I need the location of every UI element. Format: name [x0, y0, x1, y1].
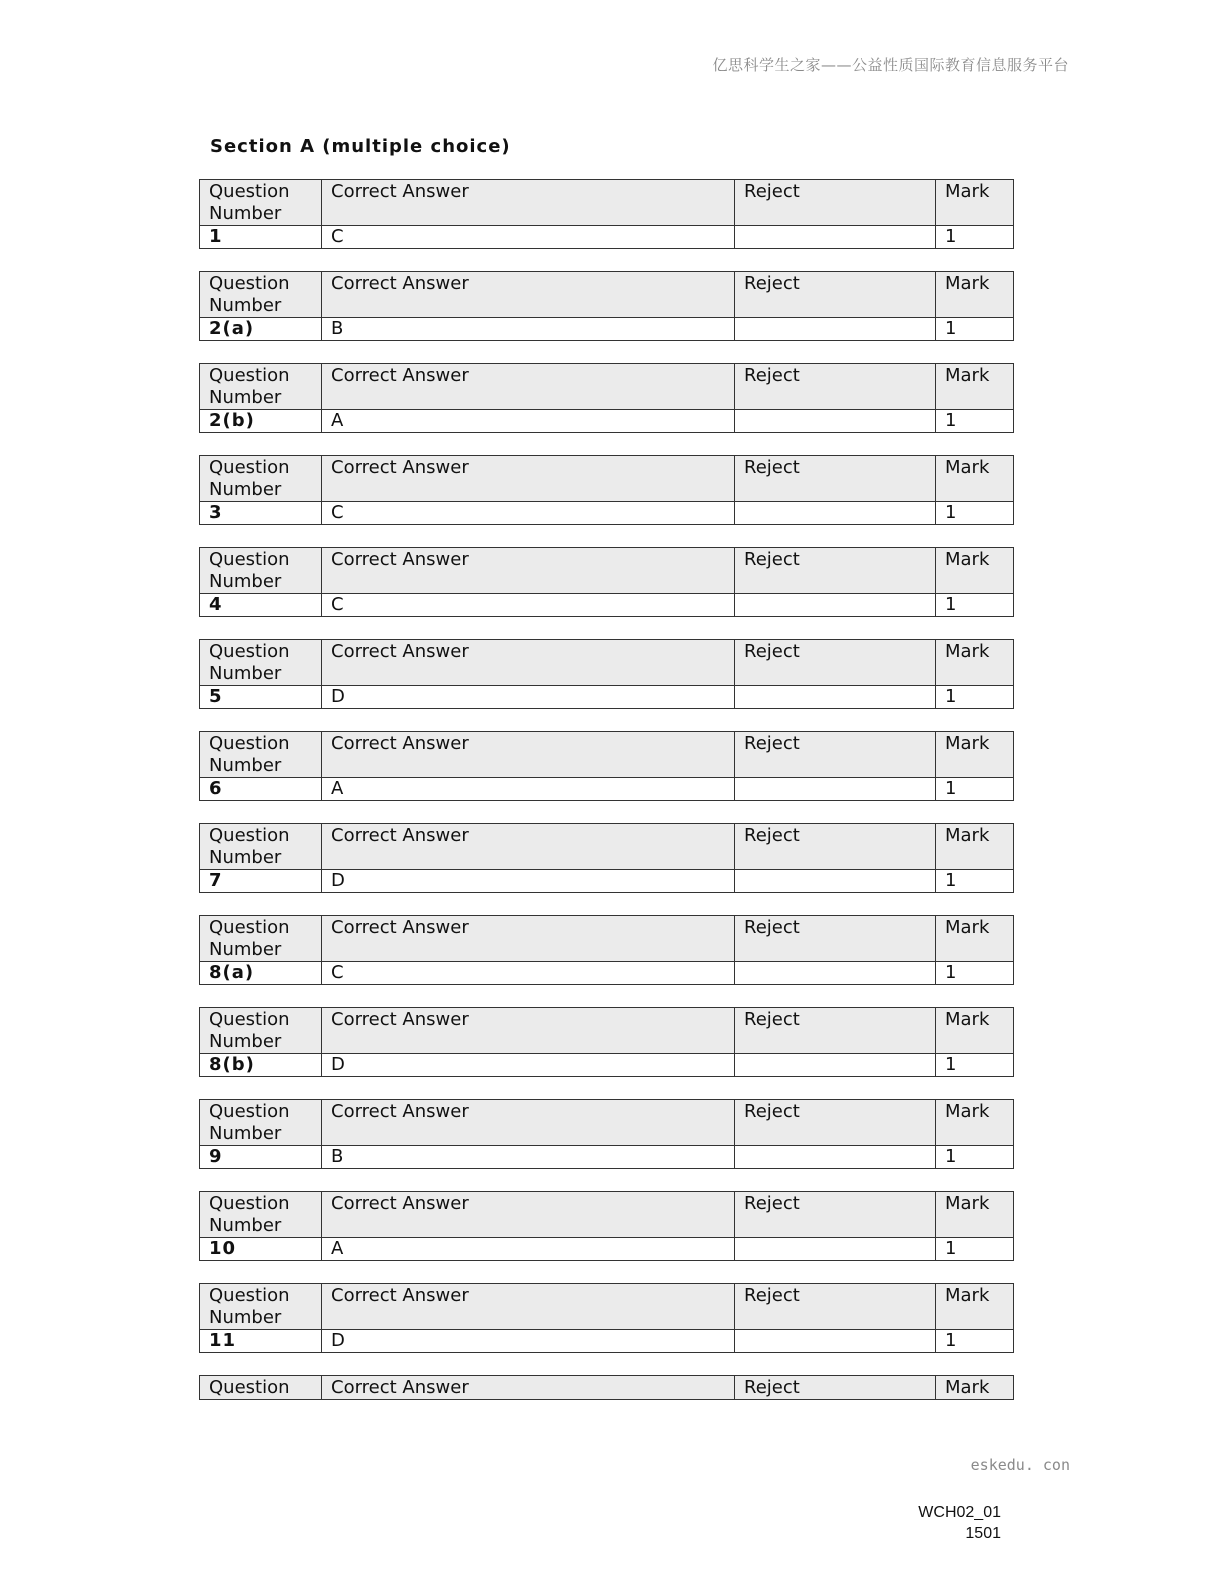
header-question-number: Question Number	[200, 1100, 322, 1146]
header-reject: Reject	[735, 1192, 936, 1238]
correct-answer: C	[322, 594, 735, 617]
question-number: 2(b)	[200, 410, 322, 433]
page-footer	[918, 1502, 1001, 1544]
header-mark: Mark	[936, 1100, 1014, 1146]
table-row	[200, 1146, 1014, 1169]
table-row	[200, 1330, 1014, 1353]
table-row	[200, 318, 1014, 341]
table-row	[200, 1054, 1014, 1077]
header-correct-answer: Correct Answer	[322, 1192, 735, 1238]
question-table-partial	[199, 1375, 1014, 1400]
table-header-row	[200, 180, 1014, 226]
question-table	[199, 915, 1014, 985]
question-number: 3	[200, 502, 322, 525]
mark-value: 1	[936, 1054, 1014, 1077]
mark-value: 1	[936, 594, 1014, 617]
header-correct-answer: Correct Answer	[322, 640, 735, 686]
header-question: Question	[200, 1376, 322, 1400]
question-number: 8(a)	[200, 962, 322, 985]
header-question-number: Question Number	[200, 824, 322, 870]
header-reject: Reject	[735, 272, 936, 318]
table-header-row	[200, 824, 1014, 870]
question-table	[199, 1191, 1014, 1261]
table-row	[200, 686, 1014, 709]
header-reject: Reject	[735, 364, 936, 410]
correct-answer: C	[322, 226, 735, 249]
header-mark: Mark	[936, 456, 1014, 502]
header-reject: Reject	[735, 180, 936, 226]
table-header-row	[200, 1100, 1014, 1146]
header-question-number: Question Number	[200, 272, 322, 318]
correct-answer: A	[322, 778, 735, 801]
question-table	[199, 547, 1014, 617]
question-number: 1	[200, 226, 322, 249]
reject-value	[735, 686, 936, 709]
header-correct-answer: Correct Answer	[322, 456, 735, 502]
mark-value: 1	[936, 1330, 1014, 1353]
header-question-number: Question Number	[200, 732, 322, 778]
question-table	[199, 455, 1014, 525]
question-table	[199, 179, 1014, 249]
correct-answer: B	[322, 318, 735, 341]
header-correct-answer: Correct Answer	[322, 824, 735, 870]
header-correct-answer: Correct Answer	[322, 1376, 735, 1400]
correct-answer: D	[322, 1054, 735, 1077]
question-table	[199, 823, 1014, 893]
table-header-row	[200, 548, 1014, 594]
mark-value: 1	[936, 778, 1014, 801]
section-title: Section A (multiple choice)	[210, 136, 511, 157]
header-reject: Reject	[735, 456, 936, 502]
header-mark: Mark	[936, 364, 1014, 410]
reject-value	[735, 502, 936, 525]
header-question-number: Question Number	[200, 548, 322, 594]
header-mark: Mark	[936, 180, 1014, 226]
header-mark: Mark	[936, 732, 1014, 778]
question-table	[199, 731, 1014, 801]
header-reject: Reject	[735, 640, 936, 686]
table-row	[200, 502, 1014, 525]
reject-value	[735, 1330, 936, 1353]
table-header-row	[200, 456, 1014, 502]
header-reject: Reject	[735, 1284, 936, 1330]
reject-value	[735, 1146, 936, 1169]
header-correct-answer: Correct Answer	[322, 1100, 735, 1146]
table-row	[200, 870, 1014, 893]
question-number: 9	[200, 1146, 322, 1169]
header-reject: Reject	[735, 916, 936, 962]
header-correct-answer: Correct Answer	[322, 732, 735, 778]
reject-value	[735, 1054, 936, 1077]
reject-value	[735, 778, 936, 801]
correct-answer: C	[322, 962, 735, 985]
question-table	[199, 1099, 1014, 1169]
header-mark: Mark	[936, 916, 1014, 962]
header-question-number: Question Number	[200, 640, 322, 686]
header-mark: Mark	[936, 548, 1014, 594]
header-question-number: Question Number	[200, 916, 322, 962]
header-mark: Mark	[936, 1376, 1014, 1400]
header-reject: Reject	[735, 732, 936, 778]
question-table	[199, 1283, 1014, 1353]
mark-value: 1	[936, 870, 1014, 893]
reject-value	[735, 962, 936, 985]
table-header-row	[200, 916, 1014, 962]
mark-value: 1	[936, 226, 1014, 249]
table-header-row	[200, 1284, 1014, 1330]
header-reject: Reject	[735, 1008, 936, 1054]
reject-value	[735, 870, 936, 893]
header-reject: Reject	[735, 824, 936, 870]
header-question-number: Question Number	[200, 180, 322, 226]
header-mark: Mark	[936, 824, 1014, 870]
question-number: 8(b)	[200, 1054, 322, 1077]
header-question-number: Question Number	[200, 1008, 322, 1054]
mark-value: 1	[936, 1238, 1014, 1261]
table-row	[200, 1238, 1014, 1261]
mark-value: 1	[936, 502, 1014, 525]
correct-answer: D	[322, 686, 735, 709]
question-table	[199, 363, 1014, 433]
table-header-row	[200, 1376, 1014, 1400]
correct-answer: B	[322, 1146, 735, 1169]
correct-answer: D	[322, 1330, 735, 1353]
question-number: 4	[200, 594, 322, 617]
header-correct-answer: Correct Answer	[322, 1284, 735, 1330]
header-correct-answer: Correct Answer	[322, 364, 735, 410]
table-header-row	[200, 732, 1014, 778]
header-mark: Mark	[936, 1284, 1014, 1330]
table-header-row	[200, 272, 1014, 318]
header-reject: Reject	[735, 1376, 936, 1400]
question-table	[199, 639, 1014, 709]
question-number: 10	[200, 1238, 322, 1261]
reject-value	[735, 410, 936, 433]
header-watermark: 亿思科学生之家——公益性质国际教育信息服务平台	[712, 56, 1069, 74]
reject-value	[735, 1238, 936, 1261]
correct-answer: C	[322, 502, 735, 525]
footer-watermark: eskedu. con	[970, 1456, 1070, 1474]
header-mark: Mark	[936, 1192, 1014, 1238]
question-number: 2(a)	[200, 318, 322, 341]
reject-value	[735, 318, 936, 341]
mark-value: 1	[936, 962, 1014, 985]
reject-value	[735, 594, 936, 617]
header-correct-answer: Correct Answer	[322, 272, 735, 318]
question-table	[199, 1007, 1014, 1077]
question-number: 11	[200, 1330, 322, 1353]
header-reject: Reject	[735, 548, 936, 594]
question-table	[199, 271, 1014, 341]
correct-answer: A	[322, 1238, 735, 1261]
mark-value: 1	[936, 686, 1014, 709]
table-header-row	[200, 1192, 1014, 1238]
mark-value: 1	[936, 318, 1014, 341]
table-row	[200, 594, 1014, 617]
table-row	[200, 778, 1014, 801]
header-question-number: Question Number	[200, 364, 322, 410]
header-question-number: Question Number	[200, 1284, 322, 1330]
mark-scheme-tables	[199, 179, 1013, 1422]
header-correct-answer: Correct Answer	[322, 180, 735, 226]
correct-answer: D	[322, 870, 735, 893]
correct-answer: A	[322, 410, 735, 433]
question-number: 5	[200, 686, 322, 709]
reject-value	[735, 226, 936, 249]
table-row	[200, 226, 1014, 249]
header-question-number: Question Number	[200, 1192, 322, 1238]
table-row	[200, 962, 1014, 985]
header-question-number: Question Number	[200, 456, 322, 502]
header-correct-answer: Correct Answer	[322, 1008, 735, 1054]
table-header-row	[200, 640, 1014, 686]
paper-code: WCH02_01	[918, 1504, 1001, 1521]
mark-value: 1	[936, 410, 1014, 433]
question-number: 6	[200, 778, 322, 801]
table-header-row	[200, 364, 1014, 410]
header-correct-answer: Correct Answer	[322, 548, 735, 594]
exam-session: 1501	[965, 1525, 1001, 1542]
header-reject: Reject	[735, 1100, 936, 1146]
header-mark: Mark	[936, 272, 1014, 318]
mark-value: 1	[936, 1146, 1014, 1169]
header-mark: Mark	[936, 1008, 1014, 1054]
header-mark: Mark	[936, 640, 1014, 686]
question-number: 7	[200, 870, 322, 893]
header-correct-answer: Correct Answer	[322, 916, 735, 962]
table-row	[200, 410, 1014, 433]
table-header-row	[200, 1008, 1014, 1054]
